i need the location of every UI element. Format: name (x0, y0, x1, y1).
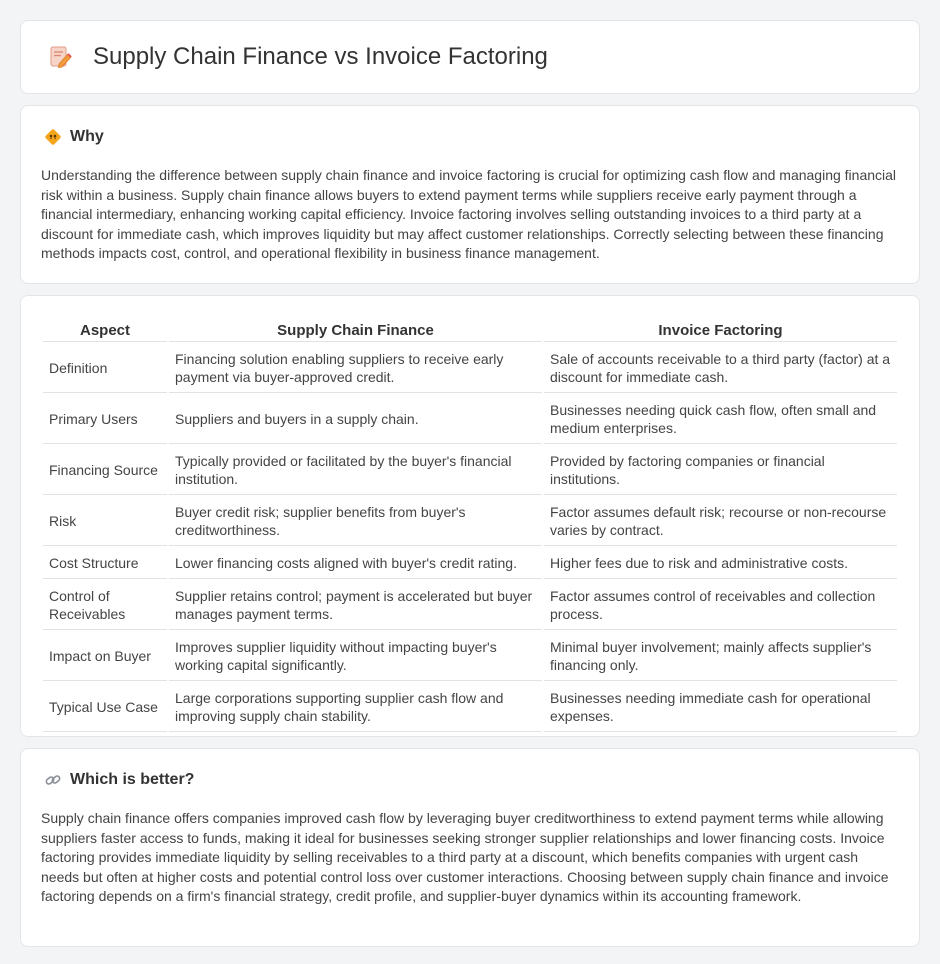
aspect-cell: Cost Structure (43, 548, 167, 579)
aspect-cell: Definition (43, 344, 167, 393)
aspect-cell: Financing Source (43, 446, 167, 495)
factoring-cell: Sale of accounts receivable to a third party (factor) at a discount for immediate cash. (544, 344, 897, 393)
why-text: Understanding the difference between supply chain finance and invoice factoring is crucial for optimizing cash flow and managing financial risk within a business. Supply chain finance allows buyers to extend payment terms while suppliers receive early payment through a financial intermediary, enhancing working capital efficiency. Invoice factoring involves selling outstanding invoices to a third party at a discount for immediate cash, which improves liquidity but may affect customer relationships. Correctly selecting between these financing methods impacts cost, control, and operational flexibility in business finance management. (41, 167, 897, 262)
aspect-cell: Impact on Buyer (43, 632, 167, 681)
document-pencil-icon (47, 44, 73, 70)
table-row (43, 395, 897, 444)
comparison-table (41, 318, 899, 734)
table-row (43, 581, 897, 630)
scf-cell: Suppliers and buyers in a supply chain. (169, 395, 542, 444)
factoring-cell: Provided by factoring companies or financial institutions. (544, 446, 897, 495)
table-row (43, 632, 897, 681)
table-row (43, 344, 897, 393)
better-heading-label: Which is better? (70, 771, 195, 788)
table-row (43, 683, 897, 732)
better-text: Supply chain finance offers companies improved cash flow by leveraging buyer creditworthiness to extend payment terms while allowing suppliers faster access to funds, making it ideal for businesses seeking stronger supplier relationships and lower financing costs. Invoice factoring provides immediate liquidity by selling receivables to a third party at a discount, which benefits companies with urgent cash needs but often at higher costs and potential control loss over customer interactions. Choosing between supply chain finance and invoice factoring depends on a firm's financial strategy, credit profile, and supplier-buyer dynamics within its accounting framework. (41, 810, 889, 905)
factoring-cell: Businesses needing quick cash flow, often small and medium enterprises. (544, 395, 897, 444)
why-heading-label: Why (70, 128, 104, 145)
scf-cell: Lower financing costs aligned with buyer's credit rating. (169, 548, 542, 579)
table-row (43, 497, 897, 546)
aspect-cell: Control of Receivables (43, 581, 167, 630)
factoring-cell: Higher fees due to risk and administrative costs. (544, 548, 897, 579)
header-aspect: Aspect (43, 320, 167, 342)
scf-cell: Large corporations supporting supplier cash flow and improving supply chain stability. (169, 683, 542, 732)
factoring-cell: Factor assumes control of receivables and collection process. (544, 581, 897, 630)
link-icon (44, 771, 62, 789)
better-section (20, 748, 920, 947)
scf-cell: Improves supplier liquidity without impacting buyer's working capital significantly. (169, 632, 542, 681)
factoring-cell: Businesses needing immediate cash for operational expenses. (544, 683, 897, 732)
factoring-cell: Factor assumes default risk; recourse or non-recourse varies by contract. (544, 497, 897, 546)
scf-cell: Buyer credit risk; supplier benefits from buyer's creditworthiness. (169, 497, 542, 546)
header-factoring: Invoice Factoring (544, 320, 897, 342)
scf-cell: Typically provided or facilitated by the buyer's financial institution. (169, 446, 542, 495)
page-title: Supply Chain Finance vs Invoice Factoring (93, 43, 548, 70)
comparison-card (20, 295, 920, 737)
table-row (43, 548, 897, 579)
aspect-cell: Risk (43, 497, 167, 546)
header-card (20, 20, 920, 94)
scf-cell: Supplier retains control; payment is accelerated but buyer manages payment terms. (169, 581, 542, 630)
factoring-cell: Minimal buyer involvement; mainly affects supplier's financing only. (544, 632, 897, 681)
aspect-cell: Typical Use Case (43, 683, 167, 732)
scf-cell: Financing solution enabling suppliers to receive early payment via buyer-approved credit. (169, 344, 542, 393)
aspect-cell: Primary Users (43, 395, 167, 444)
better-heading (41, 771, 899, 789)
why-heading (41, 128, 899, 146)
why-section (20, 105, 920, 284)
diamond-sign-icon (44, 128, 62, 146)
header-scf: Supply Chain Finance (169, 320, 542, 342)
table-row (43, 446, 897, 495)
table-header-row (43, 320, 897, 342)
